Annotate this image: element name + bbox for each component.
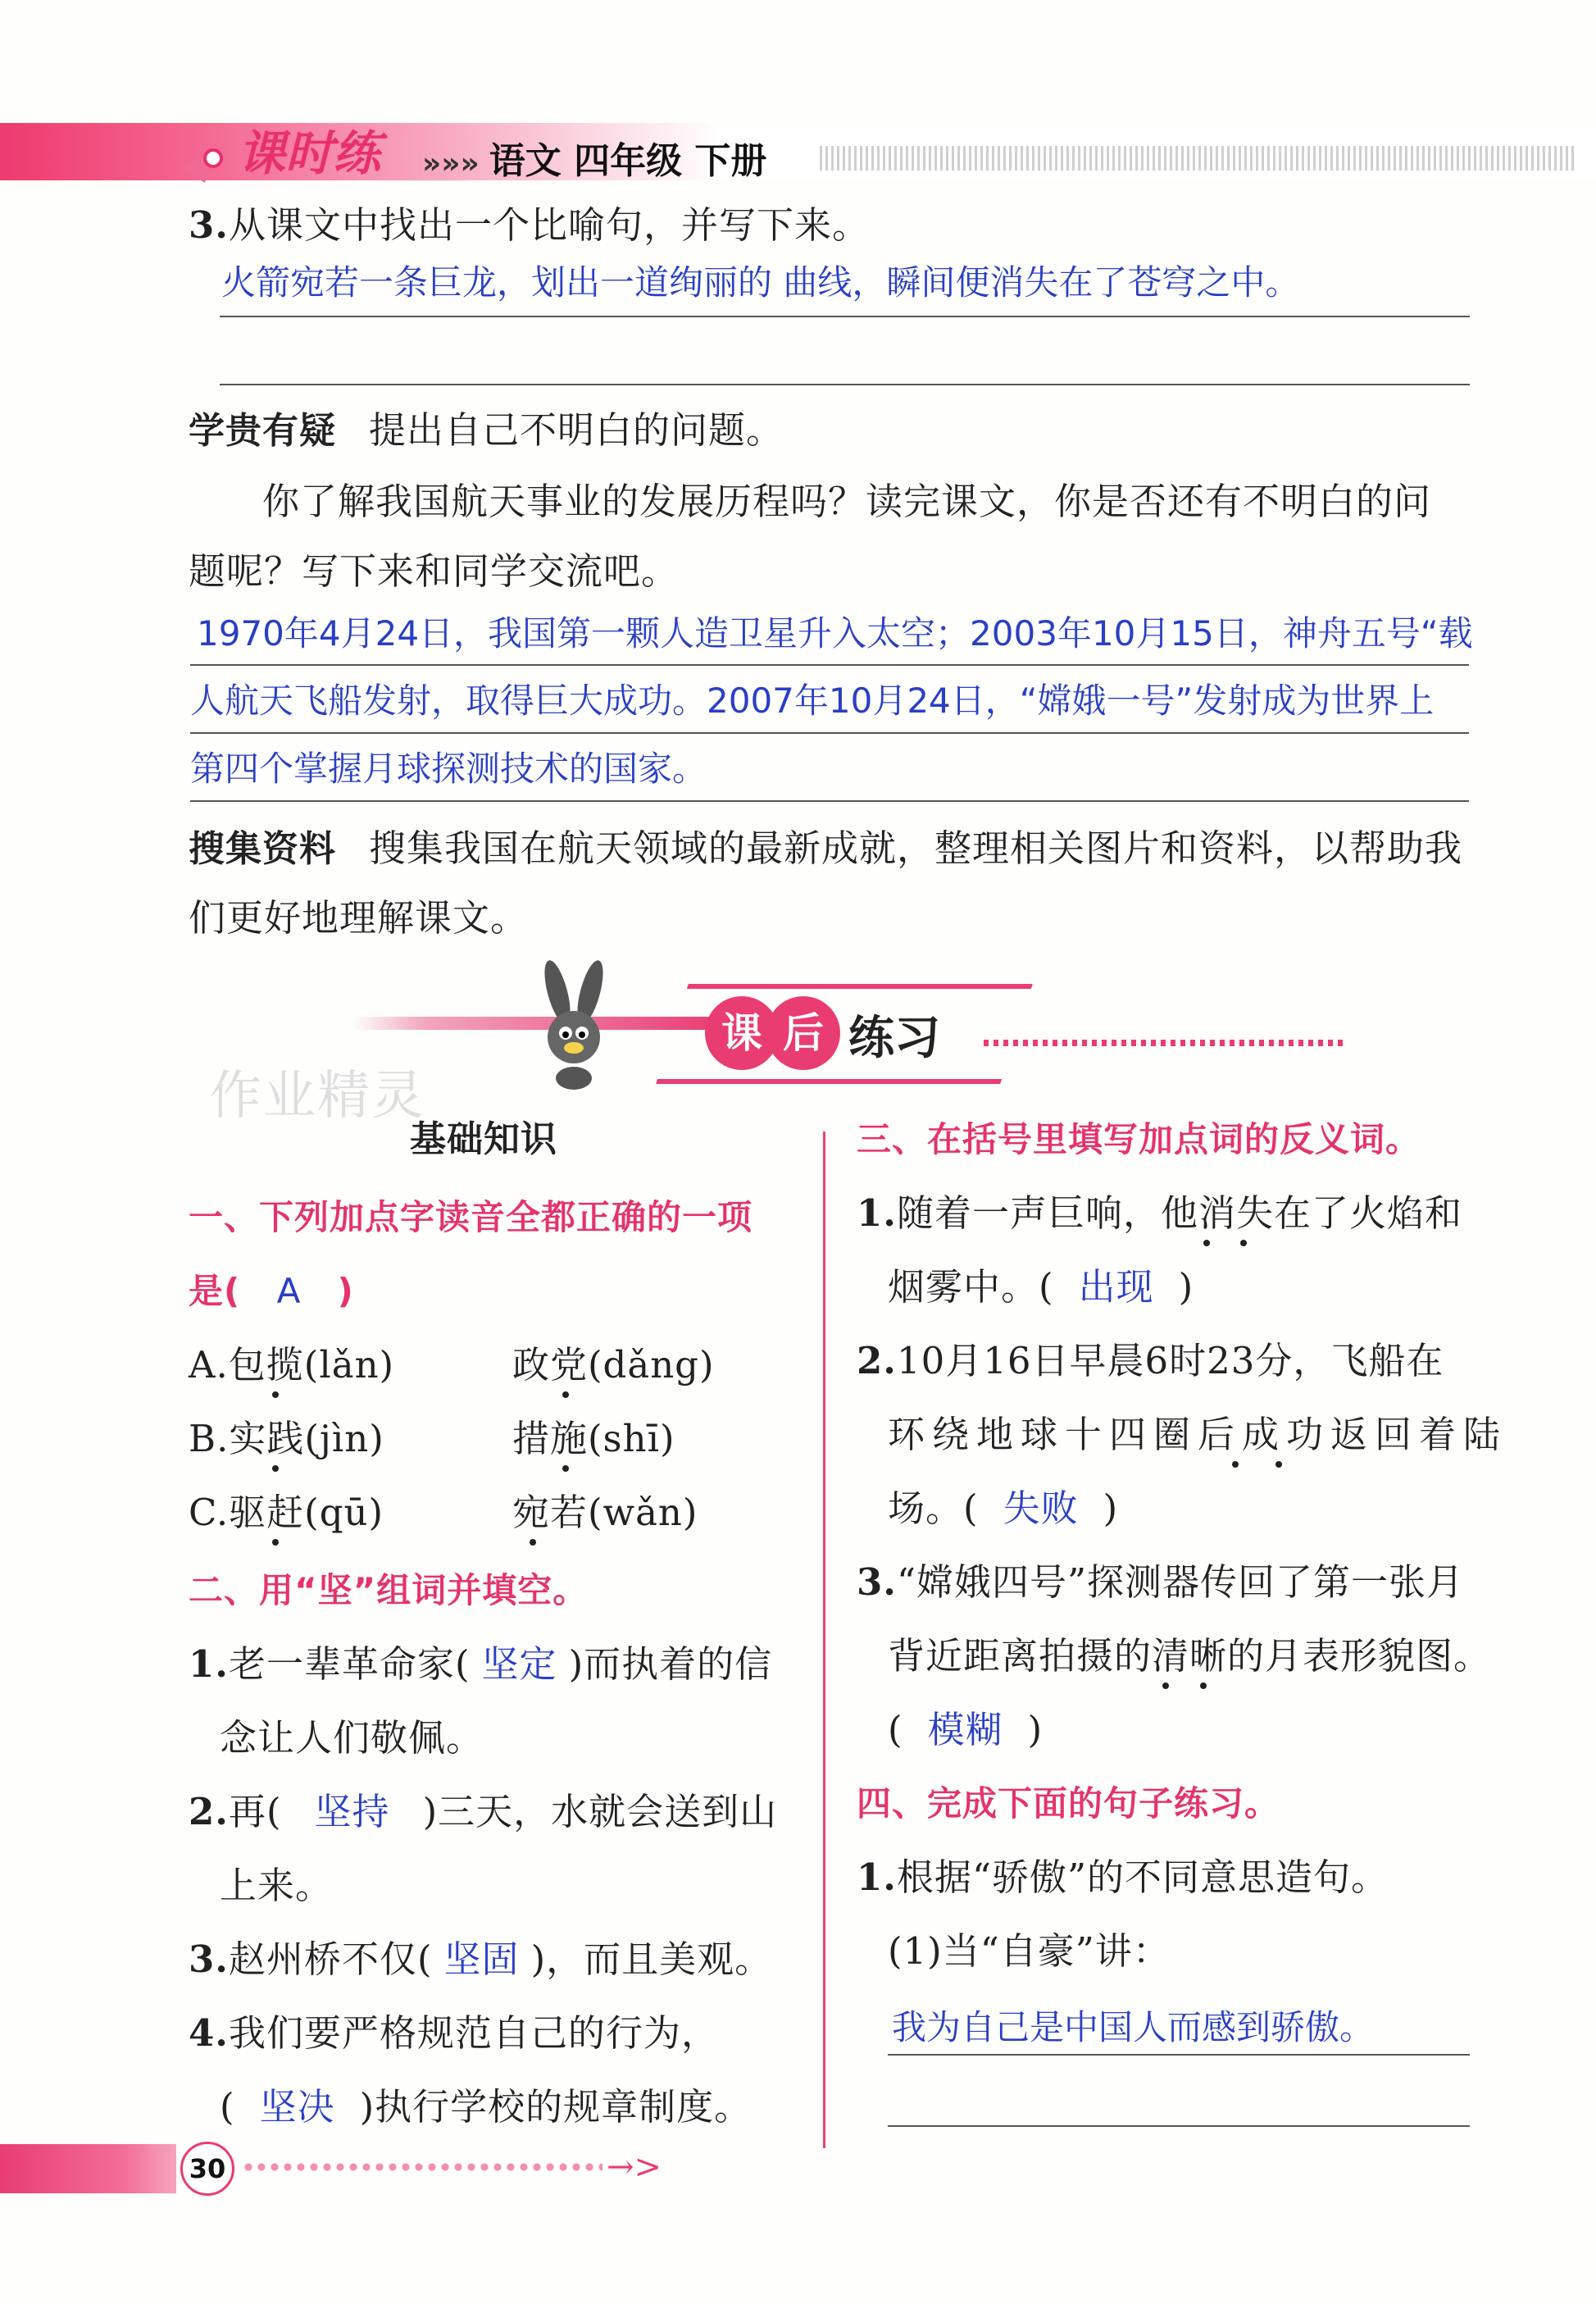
- emphasis-dot: [272, 1539, 279, 1546]
- option-a1: A.包揽(lǎn): [189, 1343, 395, 1386]
- answer-text: 1970年4月24日，我国第一颗人造卫星升入太空；2003年10月15日，神舟五号“载: [197, 613, 1473, 653]
- answer-text: 我为自己是中国人而感到骄傲。: [892, 2007, 1375, 2047]
- question-item: 3.赵州桥不仅( 坚固 )，而且美观。: [189, 1937, 773, 1981]
- emphasis-dot: [1162, 1682, 1169, 1689]
- banner-char: 后: [766, 996, 840, 1070]
- emphasis-dot: [530, 1539, 536, 1546]
- section-label: 搜集资料: [189, 828, 336, 870]
- emphasis-dot: [272, 1391, 279, 1398]
- answer-text: 坚固: [443, 1937, 520, 1981]
- question-item: 2.再( 坚持 )三天，水就会送到山: [189, 1790, 778, 1833]
- question-title: 四、完成下面的句子练习。: [857, 1783, 1280, 1824]
- section-label: 学贵有疑: [189, 410, 336, 452]
- emphasis-dot: [562, 1465, 569, 1472]
- page-number: 30: [180, 2142, 234, 2196]
- question-item-cont: 烟雾中。( 出现 ): [888, 1265, 1194, 1309]
- emphasis-dot: [272, 1465, 279, 1472]
- answer-line: [888, 2054, 1470, 2056]
- section-title: 基础知识: [410, 1118, 557, 1160]
- answer-text: 出现: [1078, 1265, 1154, 1309]
- question-item-cont: ( 模糊 ): [888, 1708, 1044, 1751]
- answer-line: [190, 664, 1469, 666]
- column-divider: [823, 1132, 825, 2148]
- doubt-heading: [189, 394, 784, 468]
- question-item-cont: 环绕地球十四圈后成功返回着陆: [888, 1413, 1508, 1456]
- option-b2: 措施(shī): [512, 1417, 675, 1460]
- question-text: 从课文中找出一个比喻句，并写下来。: [228, 203, 870, 247]
- answer-text: A: [276, 1271, 302, 1311]
- double-arrow-icon: »»»: [422, 147, 480, 180]
- section-text: 搜集我国在航天领域的最新成就，整理相关图片和资料，以帮助我: [369, 826, 1463, 870]
- banner-decoration: [984, 1040, 1344, 1046]
- answer-text: 坚定: [481, 1642, 557, 1686]
- question-title: 二、用“坚”组词并填空。: [189, 1570, 589, 1610]
- star-icon: [176, 138, 234, 195]
- emphasis-dot: [1275, 1461, 1282, 1468]
- arrow-right-icon: →>: [607, 2148, 662, 2186]
- answer-text: 第四个掌握月球探测技术的国家。: [190, 749, 707, 789]
- answer-text: 模糊: [927, 1708, 1003, 1751]
- answer-line: [888, 2125, 1470, 2127]
- header-subject: [422, 131, 766, 184]
- emphasis-dot: [1200, 1682, 1207, 1689]
- question-item: 1.老一辈革命家( 坚定 )而执着的信: [189, 1642, 773, 1686]
- question-item: 2.10月16日早晨6时23分，飞船在: [857, 1339, 1444, 1382]
- header-stripe: [820, 146, 1574, 171]
- watermark: 作业精灵: [209, 1066, 425, 1127]
- answer-line: [190, 732, 1469, 734]
- body-text: 们更好地理解课文。: [189, 896, 529, 940]
- question-3: [189, 189, 870, 262]
- emphasis-dot: [1240, 1240, 1247, 1246]
- option-a2: 政党(dǎng): [512, 1343, 715, 1386]
- question-number: 3.: [189, 203, 229, 247]
- answer-text: 火箭宛若一条巨龙，划出一道绚丽的 曲线，瞬间便消失在了苍穹之中。: [221, 262, 1300, 303]
- emphasis-dot: [562, 1391, 569, 1398]
- collect-heading: [189, 812, 1462, 886]
- question-item-cont: 场。( 失败 ): [888, 1487, 1119, 1530]
- footer-band: [0, 2144, 176, 2193]
- question-item: 3.“嫦娥四号”探测器传回了第一张月: [857, 1560, 1464, 1604]
- option-b1: B.实践(jìn): [189, 1417, 384, 1460]
- question-title: 三、在括号里填写加点词的反义词。: [857, 1119, 1421, 1159]
- answer-line: [190, 800, 1469, 802]
- question-item: 4.我们要严格规范自己的行为，: [189, 2011, 719, 2055]
- emphasis-dot: [1203, 1240, 1210, 1246]
- answer-text: 人航天飞船发射，取得巨大成功。2007年10月24日，“嫦娥一号”发射成为世界上: [190, 681, 1435, 721]
- question-item: 1.随着一声巨响，他消失在了火焰和: [857, 1191, 1462, 1235]
- footer-dots: [242, 2161, 602, 2173]
- question-title-cont: 是( A ): [189, 1271, 354, 1311]
- question-item-cont: 背近距离拍摄的清晰的月表形貌图。: [888, 1634, 1492, 1678]
- rabbit-icon: [525, 959, 623, 1094]
- sub-question: (1)当“自豪”讲：: [888, 1929, 1171, 1973]
- question-title: 一、下列加点字读音全都正确的一项: [189, 1197, 753, 1237]
- brand-logo: [176, 115, 380, 195]
- question-item: 1.根据“骄傲”的不同意思造句。: [857, 1855, 1389, 1899]
- emphasis-dot: [1232, 1461, 1239, 1468]
- brand-text: 课时练: [238, 125, 381, 181]
- question-item-cont: ( 坚决 )执行学校的规章制度。: [220, 2085, 753, 2129]
- subject-text: 语文 四年级 下册: [489, 140, 767, 182]
- body-text: 题呢？写下来和同学交流吧。: [189, 549, 680, 593]
- answer-text: 坚持: [314, 1790, 390, 1833]
- answer-line: [220, 384, 1470, 385]
- option-c1: C.驱赶(qū): [189, 1491, 384, 1534]
- banner-char: 课: [705, 996, 779, 1070]
- banner-title: 练习: [848, 1012, 940, 1065]
- option-c2: 宛若(wǎn): [512, 1491, 698, 1534]
- body-text: 你了解我国航天事业的发展历程吗？读完课文，你是否还有不明白的问: [262, 480, 1432, 523]
- answer-text: 坚决: [259, 2085, 335, 2129]
- section-instruction: 提出自己不明白的问题。: [369, 408, 784, 452]
- question-item-cont: 念让人们敬佩。: [220, 1716, 484, 1760]
- question-item-cont: 上来。: [220, 1864, 334, 1907]
- answer-line: [220, 316, 1470, 317]
- answer-text: 失败: [1003, 1487, 1079, 1530]
